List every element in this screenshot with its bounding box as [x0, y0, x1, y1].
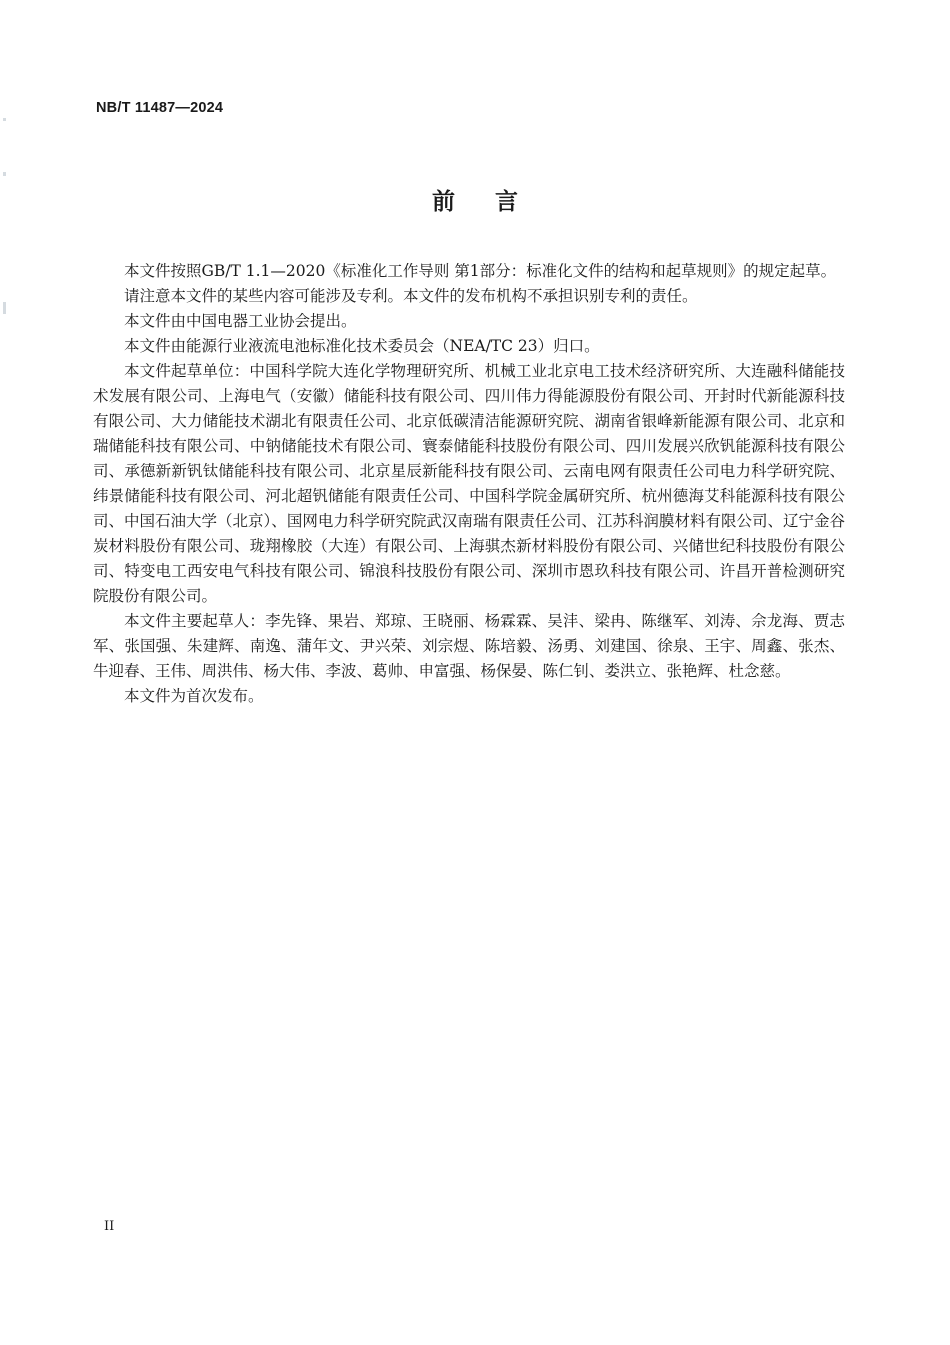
page-title: 前言: [432, 189, 558, 215]
paragraph-committee: 本文件由能源行业液流电池标准化技术委员会（NEA/TC 23）归口。: [124, 337, 600, 355]
page-number: II: [104, 1219, 115, 1234]
scan-edge-mark: [3, 172, 6, 176]
paragraph-drafters: 本文件主要起草人：李先锋、果岩、郑琼、王晓丽、杨霖霖、吴沣、梁冉、陈继军、刘涛、佘龙海、贾志军、张国强、朱建辉、南逸、蒲年文、尹兴荣、刘宗煜、陈培毅、汤勇、刘建国、徐泉、王宇、周鑫、张杰、牛迎春、王伟、周洪伟、杨大伟、李波、葛帅、申富强、杨保晏、陈仁钊、娄洪立、张艳辉、杜念慈。: [93, 612, 845, 680]
scan-edge-mark: [3, 302, 6, 314]
scan-edge-mark: [3, 118, 6, 121]
paragraph-proposer: 本文件由中国电器工业协会提出。: [124, 312, 357, 330]
document-code: NB/T 11487—2024: [96, 100, 224, 116]
body-text: [93, 259, 845, 709]
paragraph-drafting-rules: 本文件按照GB/T 1.1—2020《标准化工作导则 第1部分：标准化文件的结构和起草规则》的规定起草。: [124, 262, 837, 280]
paragraph-drafting-units: 本文件起草单位：中国科学院大连化学物理研究所、机械工业北京电工技术经济研究所、大连融科储能技术发展有限公司、上海电气（安徽）储能科技有限公司、四川伟力得能源股份有限公司、开封时代新能源科技有限公司、大力储能技术湖北有限责任公司、北京低碳清洁能源研究院、湖南省银峰新能源有限公司、北京和瑞储能科技有限公司、中钠储能技术有限公司、寰泰储能科技股份有限公司、四川发展兴欣钒能源科技有限公司、承德新新钒钛储能科技有限公司、北京星辰新能科技有限公司、云南电网有限责任公司电力科学研究院、纬景储能科技有限公司、河北超钒储能有限责任公司、中国科学院金属研究所、杭州德海艾科能源科技有限公司、中国石油大学（北京）、国网电力科学研究院武汉南瑞有限责任公司、江苏科润膜材料有限公司、辽宁金谷炭材料股份有限公司、珑翔橡胶（大连）有限公司、上海骐杰新材料股份有限公司、兴储世纪科技股份有限公司、特变电工西安电气科技有限公司、锦浪科技股份有限公司、深圳市恩玖科技有限公司、许昌开普检测研究院股份有限公司。: [93, 362, 845, 605]
paragraph-first-release: 本文件为首次发布。: [124, 687, 264, 705]
paragraph-patent-notice: 请注意本文件的某些内容可能涉及专利。本文件的发布机构不承担识别专利的责任。: [124, 287, 698, 305]
